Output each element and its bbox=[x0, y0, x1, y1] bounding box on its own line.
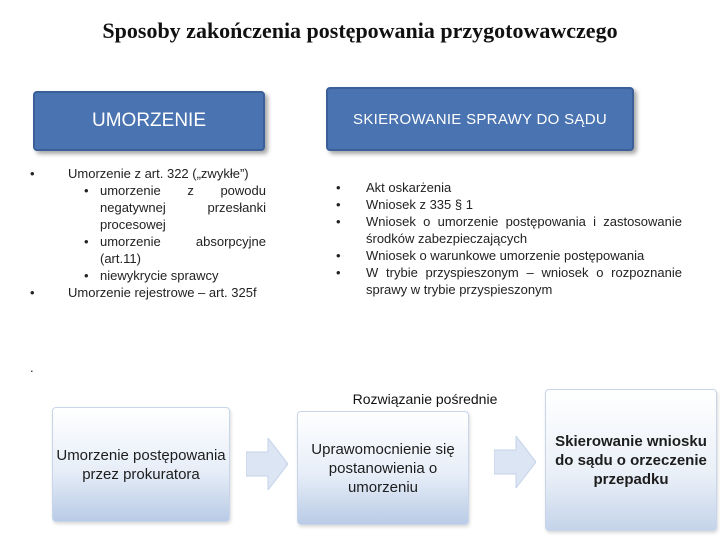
flow-step-prosecutor: Umorzenie postępowania przez prokuratora bbox=[52, 407, 230, 522]
list-item-text: Wniosek z 335 § 1 bbox=[366, 197, 473, 212]
bullet-icon: • bbox=[336, 265, 341, 280]
list-item bbox=[18, 165, 266, 182]
list-item bbox=[336, 247, 682, 264]
flow-step-final: Uprawomocnienie się postanowienia o umorzeniu bbox=[297, 411, 469, 525]
right-arrow-icon bbox=[246, 438, 288, 490]
sub-list-item-text: niewykrycie sprawcy bbox=[100, 268, 219, 283]
flow-step-forfeiture: Skierowanie wniosku do sądu o orzeczenie przepadku bbox=[545, 389, 717, 531]
bullet-icon: • bbox=[30, 166, 35, 181]
stray-dot: . bbox=[30, 360, 34, 375]
bullet-icon: • bbox=[84, 268, 89, 283]
list-item bbox=[336, 179, 682, 196]
sub-list-item bbox=[18, 267, 266, 284]
umorzenie-header: UMORZENIE bbox=[33, 91, 265, 151]
list-item-text: Akt oskarżenia bbox=[366, 180, 452, 195]
sub-list-item bbox=[18, 233, 266, 267]
bullet-icon: • bbox=[336, 248, 341, 263]
list-item-text: Wniosek o warunkowe umorzenie postępowania bbox=[366, 248, 645, 263]
list-item bbox=[336, 264, 682, 298]
bullet-icon: • bbox=[30, 285, 35, 300]
sub-list-item-text: umorzenie z powodu negatywnej przesłanki procesowej bbox=[100, 183, 266, 232]
skierowanie-list bbox=[336, 179, 682, 298]
list-item bbox=[18, 284, 266, 301]
sub-list-item bbox=[18, 182, 266, 233]
sub-list-item-text: umorzenie absorpcyjne (art.11) bbox=[100, 234, 266, 266]
bullet-icon: • bbox=[84, 183, 89, 198]
bullet-icon: • bbox=[336, 180, 341, 195]
list-item bbox=[336, 213, 682, 247]
bullet-icon: • bbox=[336, 197, 341, 212]
list-item-text: Wniosek o umorzenie postępowania i zastosowanie środków zabezpieczających bbox=[366, 214, 682, 246]
list-item-text: W trybie przyspieszonym – wniosek o rozpoznanie sprawy w trybie przyspieszonym bbox=[366, 265, 682, 297]
umorzenie-list bbox=[18, 165, 266, 301]
list-item-text: Umorzenie z art. 322 („zwykłe”) bbox=[68, 166, 249, 181]
right-arrow-icon bbox=[494, 436, 536, 488]
list-item-text: Umorzenie rejestrowe – art. 325f bbox=[68, 285, 257, 300]
page-title: Sposoby zakończenia postępowania przygotowawczego bbox=[102, 18, 618, 43]
intermediate-label: Rozwiązanie pośrednie bbox=[352, 391, 498, 407]
bullet-icon: • bbox=[336, 214, 341, 229]
skierowanie-header: SKIEROWANIE SPRAWY DO SĄDU bbox=[326, 87, 634, 151]
list-item bbox=[336, 196, 682, 213]
bullet-icon: • bbox=[84, 234, 89, 249]
